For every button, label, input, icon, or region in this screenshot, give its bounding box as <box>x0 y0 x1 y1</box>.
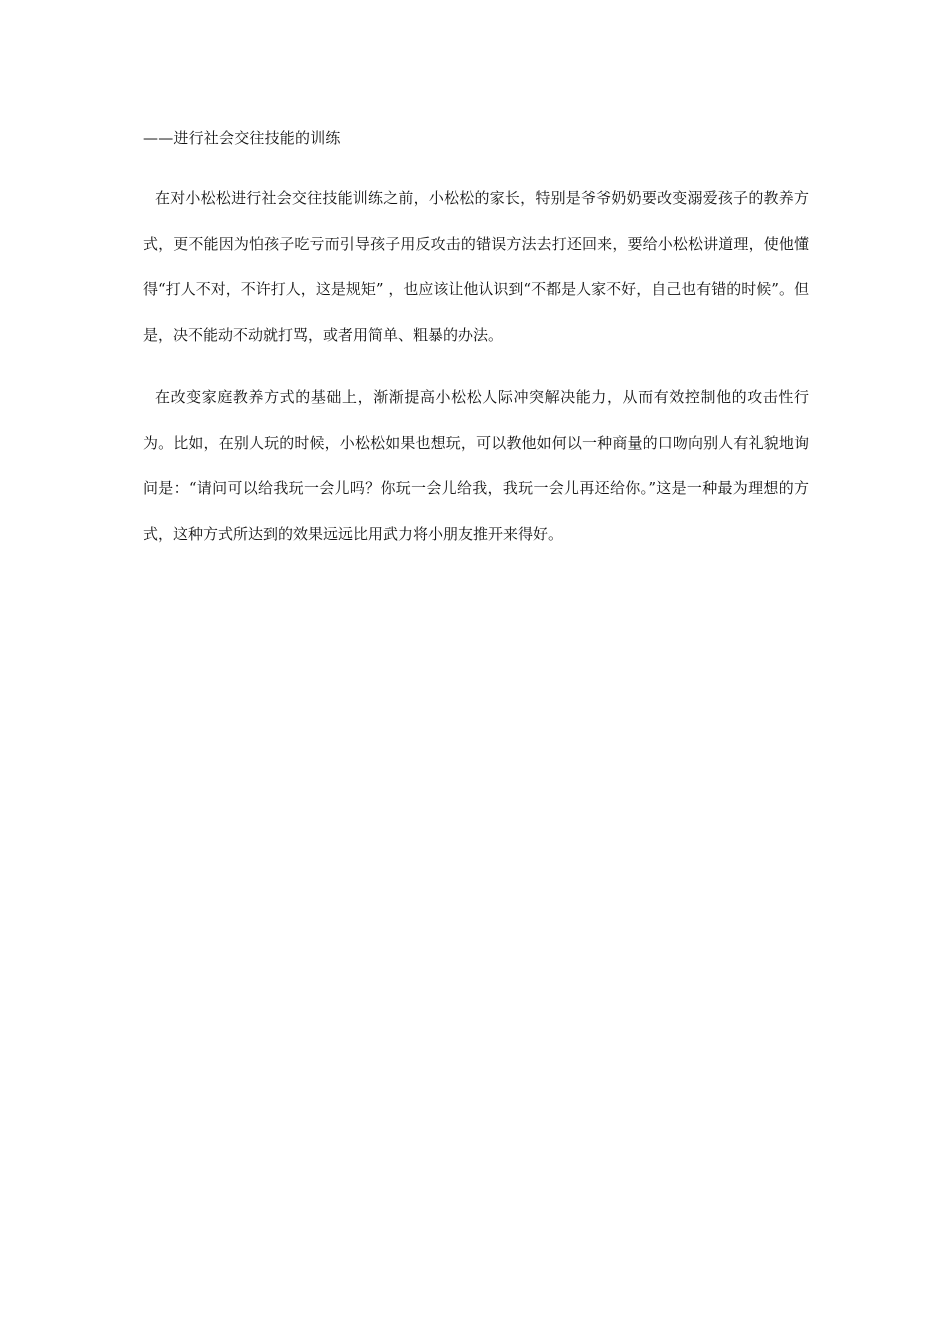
paragraph-1: 在对小松松进行社会交往技能训练之前，小松松的家长，特别是爷爷奶奶要改变溺爱孩子的教养方式，更不能因为怕孩子吃亏而引导孩子用反攻击的错误方法去打还回来，要给小松松讲道理，使他懂得“打人不对，不许打人，这是规矩” ，也应该让他认识到“不都是人家不好，自己也有错的时候”。但是，决不能动不动就打骂，或者用简单、粗暴的办法。 <box>143 189 809 344</box>
section-subtitle: ——进行社会交往技能的训练 <box>143 129 341 147</box>
paragraph-2: 在改变家庭教养方式的基础上，渐渐提高小松松人际冲突解决能力，从而有效控制他的攻击性行为。比如，在别人玩的时候，小松松如果也想玩，可以教他如何以一种商量的口吻向别人有礼貌地询问是：“请问可以给我玩一会儿吗？你玩一会儿给我，我玩一会儿再还给你。”这是一种最为理想的方式，这种方式所达到的效果远远比用武力将小朋友推开来得好。 <box>143 388 809 543</box>
